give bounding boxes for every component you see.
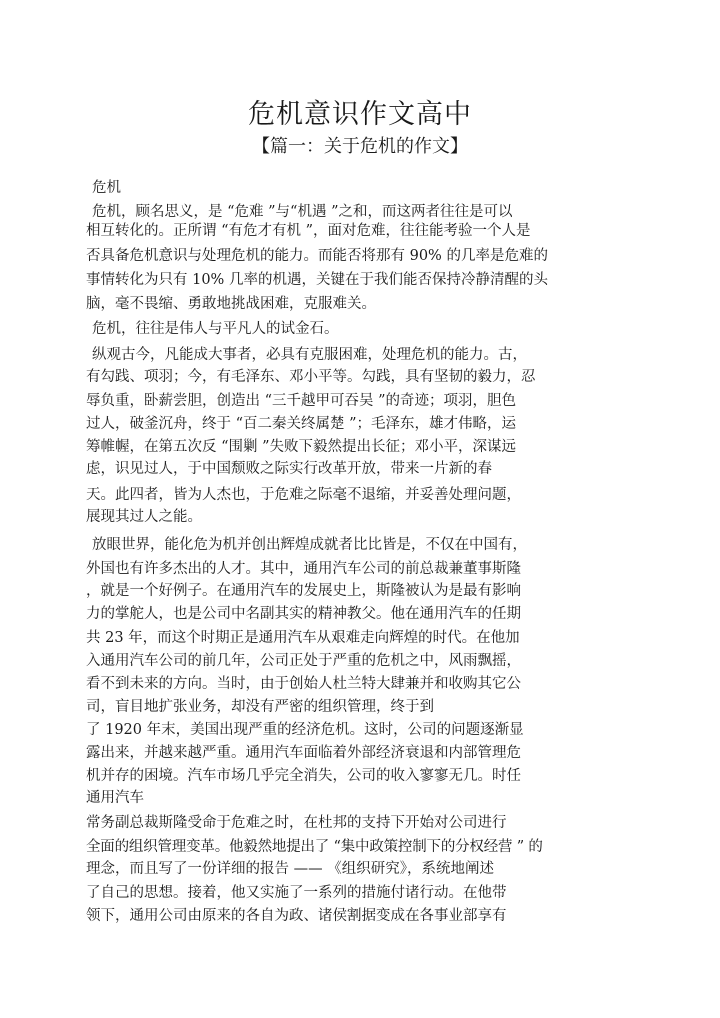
- paragraph-line: 相互转化的。正所谓 “有危才有机 ”，面对危难，往往能考验一个人是: [86, 223, 531, 239]
- paragraph-line: 入通用汽车公司的前几年，公司正处于严重的危机之中，风雨飘摇，: [86, 653, 521, 669]
- paragraph-line: 露出来，并越来越严重。通用汽车面临着外部经济衰退和内部管理危: [86, 745, 521, 761]
- document-subtitle: 【篇一：关于危机的作文】: [252, 136, 468, 157]
- paragraph-line: 了 1920 年末，美国出现严重的经济危机。这时，公司的问题逐渐显: [86, 722, 524, 738]
- paragraph-line: 危机，顾名思义，是 “危难 ”与“机遇 ”之和，而这两者往往是可以: [92, 204, 513, 220]
- paragraph-line: 危机，往往是伟人与平凡人的试金石。: [92, 321, 339, 337]
- paragraph-line: 了自己的思想。接着，他又实施了一系列的措施付诸行动。在他带: [86, 885, 507, 901]
- paragraph-line: ，就是一个好例子。在通用汽车的发展史上，斯隆被认为是最有影响: [86, 583, 521, 599]
- paragraph-line: 危机: [92, 180, 121, 196]
- paragraph-line: 共 23 年，而这个时期正是通用汽车从艰难走向辉煌的时代。在他加: [86, 630, 520, 646]
- paragraph-line: 力的掌舵人，也是公司中名副其实的精神教父。他在通用汽车的任期: [86, 606, 521, 622]
- paragraph-line: 辱负重，卧薪尝胆，创造出 “三千越甲可吞吴 ”的奇迹；项羽，胆色: [86, 393, 517, 409]
- paragraph-line: 过人，破釜沉舟，终于 “百二秦关终属楚 ”；毛泽东，雄才伟略，运: [86, 416, 517, 432]
- paragraph-line: 全面的组织管理变革。他毅然地提出了 “集中政策控制下的分权经营 ” 的: [86, 839, 543, 855]
- paragraph-line: 脑，毫不畏缩、勇敢地挑战困难，克服难关。: [86, 296, 376, 312]
- paragraph-line: 天。此四者，皆为人杰也，于危难之际毫不退缩，并妥善处理问题，: [86, 487, 521, 503]
- paragraph-line: 展现其过人之能。: [86, 509, 202, 525]
- paragraph-line: 虑，识见过人，于中国颓败之际实行改革开放，带来一片新的春: [86, 461, 492, 477]
- paragraph-line: 纵观古今，凡能成大事者，必具有克服困难，处理危机的能力。古，: [92, 347, 527, 363]
- paragraph-line: 司，盲目地扩张业务，却没有严密的组织管理，终于到: [86, 699, 434, 715]
- paragraph-line: 通用汽车: [86, 790, 144, 806]
- document-title: 危机意识作文高中: [248, 99, 472, 130]
- paragraph-line: 否具备危机意识与处理危机的能力。而能否将那有 90% 的几率是危难的: [86, 248, 548, 264]
- paragraph-line: 事情转化为只有 10% 几率的机遇，关键在于我们能否保持冷静清醒的头: [86, 272, 548, 288]
- paragraph-line: 领下，通用公司由原来的各自为政、诸侯割据变成在各事业部享有: [86, 908, 507, 924]
- paragraph-line: 常务副总裁斯隆受命于危难之时，在杜邦的支持下开始对公司进行: [86, 815, 507, 831]
- paragraph-line: 放眼世界，能化危为机并创出辉煌成就者比比皆是，不仅在中国有，: [92, 537, 527, 553]
- paragraph-line: 有勾践、项羽；今，有毛泽东、邓小平等。勾践，具有坚韧的毅力，忍: [86, 369, 536, 385]
- paragraph-line: 外国也有许多杰出的人才。其中，通用汽车公司的前总裁兼董事斯隆: [86, 561, 521, 577]
- paragraph-line: 机并存的困境。汽车市场几乎完全消失，公司的收入寥寥无几。时任: [86, 768, 521, 784]
- paragraph-line: 筹帷幄，在第五次反 “围剿 ”失败下毅然提出长征；邓小平，深谋远: [86, 439, 517, 455]
- paragraph-line: 理念，而且写了一份详细的报告 —— 《组织研究》，系统地阐述: [86, 861, 494, 877]
- paragraph-line: 看不到未来的方向。当时，由于创始人杜兰特大肆兼并和收购其它公: [86, 676, 521, 692]
